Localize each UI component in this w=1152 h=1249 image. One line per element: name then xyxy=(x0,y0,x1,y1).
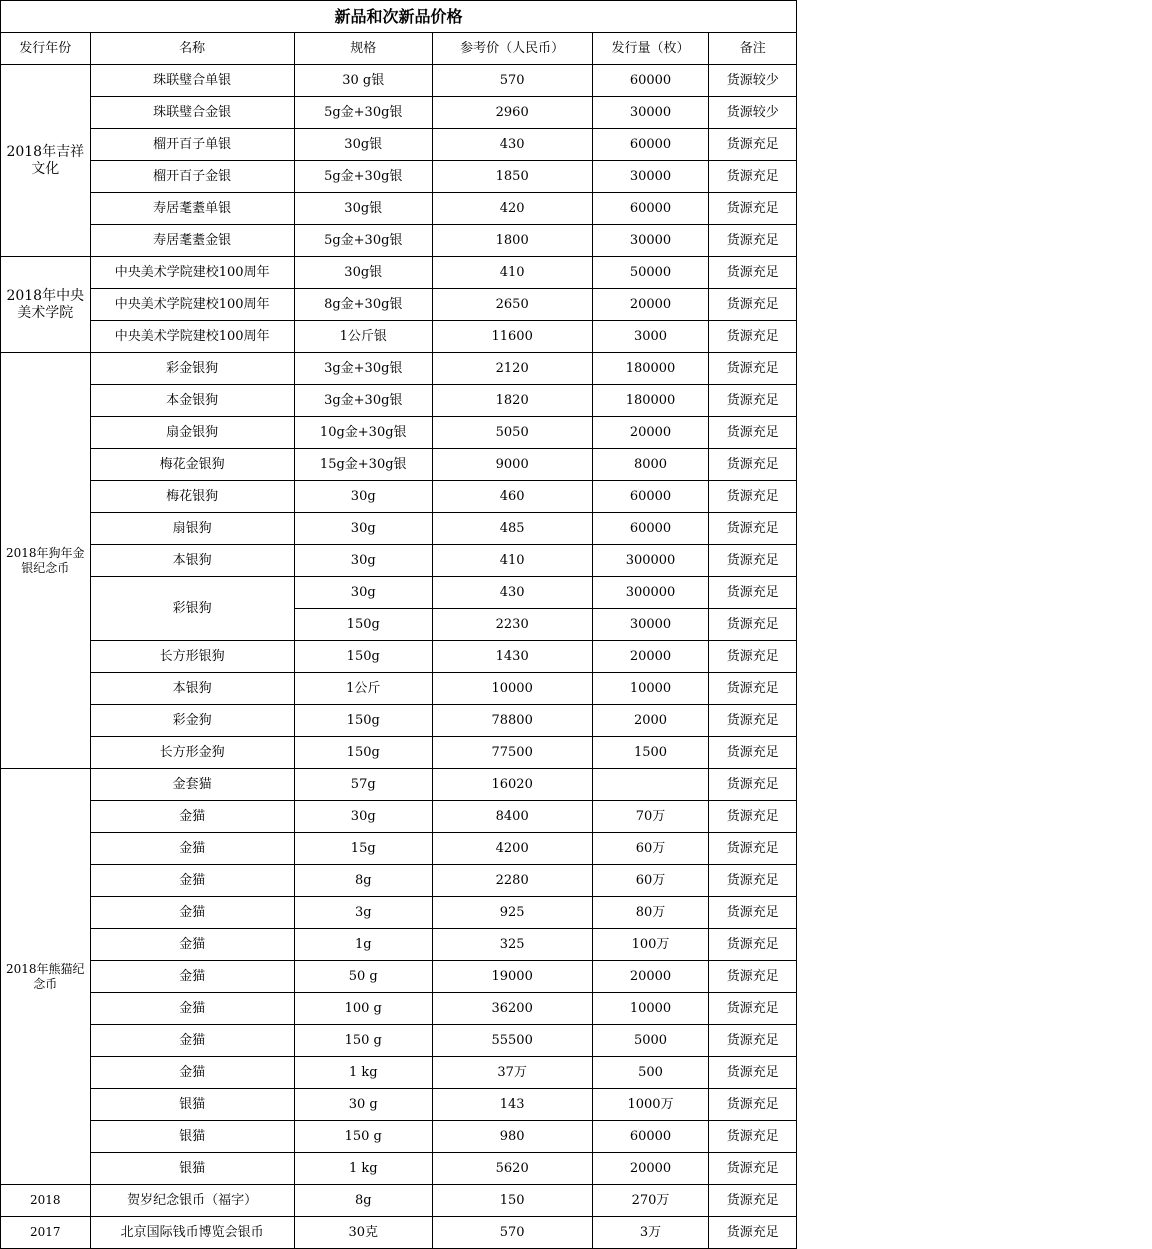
note-cell: 货源充足 xyxy=(709,545,797,577)
year-group-cell: 2018年狗年金银纪念币 xyxy=(1,353,91,769)
price-cell: 570 xyxy=(432,1217,592,1249)
price-cell: 485 xyxy=(432,513,592,545)
item-name-cell: 金猫 xyxy=(90,865,294,897)
quantity-cell: 80万 xyxy=(592,897,709,929)
spec-cell: 1 kg xyxy=(294,1057,432,1089)
note-cell: 货源充足 xyxy=(709,321,797,353)
spec-cell: 150 g xyxy=(294,1025,432,1057)
item-name-cell: 珠联璧合单银 xyxy=(90,65,294,97)
item-name-cell: 扇银狗 xyxy=(90,513,294,545)
spec-cell: 15g金+30g银 xyxy=(294,449,432,481)
spec-cell: 30g xyxy=(294,577,432,609)
note-cell: 货源充足 xyxy=(709,961,797,993)
spec-cell: 8g xyxy=(294,1185,432,1217)
quantity-cell: 50000 xyxy=(592,257,709,289)
quantity-cell: 60000 xyxy=(592,65,709,97)
year-group-cell: 2018年吉祥文化 xyxy=(1,65,91,257)
spec-cell: 30g银 xyxy=(294,257,432,289)
header-row xyxy=(1,33,797,65)
table-row xyxy=(1,289,797,321)
table-row xyxy=(1,449,797,481)
table-row xyxy=(1,1089,797,1121)
price-cell: 9000 xyxy=(432,449,592,481)
quantity-cell: 60万 xyxy=(592,865,709,897)
item-name-cell: 彩银狗 xyxy=(90,577,294,641)
note-cell: 货源充足 xyxy=(709,865,797,897)
quantity-cell: 5000 xyxy=(592,1025,709,1057)
item-name-cell: 金猫 xyxy=(90,1025,294,1057)
table-row xyxy=(1,737,797,769)
price-cell: 2120 xyxy=(432,353,592,385)
column-header-spec: 规格 xyxy=(294,33,432,65)
note-cell: 货源充足 xyxy=(709,577,797,609)
note-cell: 货源较少 xyxy=(709,97,797,129)
table-row xyxy=(1,865,797,897)
spec-cell: 5g金+30g银 xyxy=(294,97,432,129)
item-name-cell: 彩金狗 xyxy=(90,705,294,737)
spec-cell: 30g xyxy=(294,513,432,545)
year-group-cell: 2018 xyxy=(1,1185,91,1217)
spec-cell: 30 g银 xyxy=(294,65,432,97)
spec-cell: 100 g xyxy=(294,993,432,1025)
column-header-quantity: 发行量（枚） xyxy=(592,33,709,65)
spec-cell: 30g xyxy=(294,481,432,513)
spec-cell: 8g金+30g银 xyxy=(294,289,432,321)
price-cell: 77500 xyxy=(432,737,592,769)
spec-cell: 50 g xyxy=(294,961,432,993)
quantity-cell: 60万 xyxy=(592,833,709,865)
spec-cell: 1公斤 xyxy=(294,673,432,705)
price-cell: 570 xyxy=(432,65,592,97)
note-cell: 货源充足 xyxy=(709,833,797,865)
quantity-cell: 100万 xyxy=(592,929,709,961)
note-cell: 货源充足 xyxy=(709,417,797,449)
quantity-cell: 60000 xyxy=(592,129,709,161)
quantity-cell: 20000 xyxy=(592,417,709,449)
price-cell: 2230 xyxy=(432,609,592,641)
item-name-cell: 中央美术学院建校100周年 xyxy=(90,321,294,353)
spec-cell: 30克 xyxy=(294,1217,432,1249)
spec-cell: 3g金+30g银 xyxy=(294,353,432,385)
price-cell: 925 xyxy=(432,897,592,929)
note-cell: 货源充足 xyxy=(709,129,797,161)
item-name-cell: 本金银狗 xyxy=(90,385,294,417)
item-name-cell: 长方形银狗 xyxy=(90,641,294,673)
quantity-cell: 20000 xyxy=(592,961,709,993)
spec-cell: 30g银 xyxy=(294,193,432,225)
price-cell: 325 xyxy=(432,929,592,961)
price-cell: 19000 xyxy=(432,961,592,993)
table-row xyxy=(1,801,797,833)
note-cell: 货源充足 xyxy=(709,1185,797,1217)
table-row xyxy=(1,545,797,577)
spec-cell: 1公斤银 xyxy=(294,321,432,353)
table-row xyxy=(1,417,797,449)
price-cell: 143 xyxy=(432,1089,592,1121)
note-cell: 货源充足 xyxy=(709,801,797,833)
quantity-cell: 20000 xyxy=(592,1153,709,1185)
quantity-cell xyxy=(592,769,709,801)
table-row xyxy=(1,385,797,417)
quantity-cell: 500 xyxy=(592,1057,709,1089)
price-cell: 410 xyxy=(432,257,592,289)
table-row xyxy=(1,577,797,609)
price-cell: 55500 xyxy=(432,1025,592,1057)
item-name-cell: 金猫 xyxy=(90,993,294,1025)
table-row xyxy=(1,705,797,737)
note-cell: 货源充足 xyxy=(709,1121,797,1153)
spec-cell: 30g银 xyxy=(294,129,432,161)
table-row xyxy=(1,257,797,289)
table-row xyxy=(1,129,797,161)
spec-cell: 3g金+30g银 xyxy=(294,385,432,417)
column-header-note: 备注 xyxy=(709,33,797,65)
table-row xyxy=(1,641,797,673)
table-row xyxy=(1,1217,797,1249)
quantity-cell: 30000 xyxy=(592,609,709,641)
note-cell: 货源充足 xyxy=(709,481,797,513)
table-row xyxy=(1,929,797,961)
price-cell: 460 xyxy=(432,481,592,513)
table-row xyxy=(1,993,797,1025)
item-name-cell: 金猫 xyxy=(90,801,294,833)
quantity-cell: 60000 xyxy=(592,193,709,225)
spec-cell: 30g xyxy=(294,801,432,833)
item-name-cell: 寿居耄耋单银 xyxy=(90,193,294,225)
year-group-cell: 2017 xyxy=(1,1217,91,1249)
spec-cell: 8g xyxy=(294,865,432,897)
item-name-cell: 中央美术学院建校100周年 xyxy=(90,257,294,289)
price-cell: 420 xyxy=(432,193,592,225)
table-row xyxy=(1,161,797,193)
quantity-cell: 1000万 xyxy=(592,1089,709,1121)
note-cell: 货源充足 xyxy=(709,385,797,417)
price-cell: 16020 xyxy=(432,769,592,801)
table-row xyxy=(1,1025,797,1057)
note-cell: 货源充足 xyxy=(709,1025,797,1057)
note-cell: 货源充足 xyxy=(709,193,797,225)
item-name-cell: 银猫 xyxy=(90,1153,294,1185)
item-name-cell: 扇金银狗 xyxy=(90,417,294,449)
table-row xyxy=(1,897,797,929)
table-row xyxy=(1,961,797,993)
table-row xyxy=(1,769,797,801)
note-cell: 货源较少 xyxy=(709,65,797,97)
spec-cell: 30g xyxy=(294,545,432,577)
note-cell: 货源充足 xyxy=(709,353,797,385)
quantity-cell: 60000 xyxy=(592,1121,709,1153)
quantity-cell: 300000 xyxy=(592,545,709,577)
price-cell: 5620 xyxy=(432,1153,592,1185)
item-name-cell: 珠联璧合金银 xyxy=(90,97,294,129)
spec-cell: 15g xyxy=(294,833,432,865)
table-row xyxy=(1,513,797,545)
spec-cell: 3g xyxy=(294,897,432,929)
spec-cell: 5g金+30g银 xyxy=(294,225,432,257)
spec-cell: 150g xyxy=(294,609,432,641)
quantity-cell: 10000 xyxy=(592,993,709,1025)
price-cell: 1820 xyxy=(432,385,592,417)
quantity-cell: 60000 xyxy=(592,513,709,545)
quantity-cell: 60000 xyxy=(592,481,709,513)
table-row xyxy=(1,1185,797,1217)
table-row xyxy=(1,225,797,257)
spec-cell: 150 g xyxy=(294,1121,432,1153)
spec-cell: 1g xyxy=(294,929,432,961)
table-row xyxy=(1,833,797,865)
price-cell: 2960 xyxy=(432,97,592,129)
note-cell: 货源充足 xyxy=(709,225,797,257)
table-row xyxy=(1,65,797,97)
item-name-cell: 本银狗 xyxy=(90,673,294,705)
item-name-cell: 金猫 xyxy=(90,929,294,961)
spec-cell: 30 g xyxy=(294,1089,432,1121)
note-cell: 货源充足 xyxy=(709,769,797,801)
quantity-cell: 20000 xyxy=(592,289,709,321)
note-cell: 货源充足 xyxy=(709,641,797,673)
price-cell: 2280 xyxy=(432,865,592,897)
quantity-cell: 180000 xyxy=(592,385,709,417)
note-cell: 货源充足 xyxy=(709,1089,797,1121)
note-cell: 货源充足 xyxy=(709,673,797,705)
note-cell: 货源充足 xyxy=(709,609,797,641)
spec-cell: 10g金+30g银 xyxy=(294,417,432,449)
note-cell: 货源充足 xyxy=(709,1153,797,1185)
spec-cell: 57g xyxy=(294,769,432,801)
quantity-cell: 2000 xyxy=(592,705,709,737)
quantity-cell: 3000 xyxy=(592,321,709,353)
item-name-cell: 本银狗 xyxy=(90,545,294,577)
price-cell: 8400 xyxy=(432,801,592,833)
item-name-cell: 金套猫 xyxy=(90,769,294,801)
price-cell: 10000 xyxy=(432,673,592,705)
item-name-cell: 贺岁纪念银币（福字） xyxy=(90,1185,294,1217)
column-header-year: 发行年份 xyxy=(1,33,91,65)
price-cell: 1430 xyxy=(432,641,592,673)
item-name-cell: 金猫 xyxy=(90,897,294,929)
table-row xyxy=(1,353,797,385)
price-cell: 37万 xyxy=(432,1057,592,1089)
note-cell: 货源充足 xyxy=(709,705,797,737)
item-name-cell: 金猫 xyxy=(90,961,294,993)
item-name-cell: 银猫 xyxy=(90,1089,294,1121)
spec-cell: 150g xyxy=(294,737,432,769)
quantity-cell: 30000 xyxy=(592,225,709,257)
table-title: 新品和次新品价格 xyxy=(1,1,797,33)
item-name-cell: 梅花银狗 xyxy=(90,481,294,513)
column-header-price: 参考价（人民币） xyxy=(432,33,592,65)
item-name-cell: 北京国际钱币博览会银币 xyxy=(90,1217,294,1249)
item-name-cell: 银猫 xyxy=(90,1121,294,1153)
quantity-cell: 10000 xyxy=(592,673,709,705)
year-group-cell: 2018年中央美术学院 xyxy=(1,257,91,353)
price-cell: 78800 xyxy=(432,705,592,737)
note-cell: 货源充足 xyxy=(709,993,797,1025)
note-cell: 货源充足 xyxy=(709,1217,797,1249)
price-cell: 1800 xyxy=(432,225,592,257)
item-name-cell: 金猫 xyxy=(90,1057,294,1089)
price-cell: 980 xyxy=(432,1121,592,1153)
quantity-cell: 180000 xyxy=(592,353,709,385)
price-cell: 36200 xyxy=(432,993,592,1025)
year-group-cell: 2018年熊猫纪念币 xyxy=(1,769,91,1185)
item-name-cell: 金猫 xyxy=(90,833,294,865)
quantity-cell: 30000 xyxy=(592,97,709,129)
price-cell: 430 xyxy=(432,577,592,609)
price-cell: 150 xyxy=(432,1185,592,1217)
quantity-cell: 8000 xyxy=(592,449,709,481)
quantity-cell: 70万 xyxy=(592,801,709,833)
price-cell: 410 xyxy=(432,545,592,577)
note-cell: 货源充足 xyxy=(709,929,797,961)
spec-cell: 150g xyxy=(294,641,432,673)
quantity-cell: 300000 xyxy=(592,577,709,609)
item-name-cell: 梅花金银狗 xyxy=(90,449,294,481)
table-row xyxy=(1,673,797,705)
spec-cell: 150g xyxy=(294,705,432,737)
quantity-cell: 1500 xyxy=(592,737,709,769)
price-cell: 11600 xyxy=(432,321,592,353)
price-cell: 430 xyxy=(432,129,592,161)
price-cell: 1850 xyxy=(432,161,592,193)
column-header-name: 名称 xyxy=(90,33,294,65)
quantity-cell: 270万 xyxy=(592,1185,709,1217)
note-cell: 货源充足 xyxy=(709,1057,797,1089)
spec-cell: 1 kg xyxy=(294,1153,432,1185)
note-cell: 货源充足 xyxy=(709,513,797,545)
price-cell: 4200 xyxy=(432,833,592,865)
quantity-cell: 30000 xyxy=(592,161,709,193)
note-cell: 货源充足 xyxy=(709,289,797,321)
quantity-cell: 3万 xyxy=(592,1217,709,1249)
note-cell: 货源充足 xyxy=(709,257,797,289)
quantity-cell: 20000 xyxy=(592,641,709,673)
note-cell: 货源充足 xyxy=(709,897,797,929)
table-row xyxy=(1,97,797,129)
item-name-cell: 彩金银狗 xyxy=(90,353,294,385)
table-row xyxy=(1,481,797,513)
table-row xyxy=(1,1057,797,1089)
price-cell: 2650 xyxy=(432,289,592,321)
price-cell: 5050 xyxy=(432,417,592,449)
note-cell: 货源充足 xyxy=(709,737,797,769)
item-name-cell: 榴开百子金银 xyxy=(90,161,294,193)
table-row xyxy=(1,1153,797,1185)
table-body xyxy=(1,65,797,1249)
table-row xyxy=(1,321,797,353)
item-name-cell: 中央美术学院建校100周年 xyxy=(90,289,294,321)
item-name-cell: 榴开百子单银 xyxy=(90,129,294,161)
item-name-cell: 长方形金狗 xyxy=(90,737,294,769)
note-cell: 货源充足 xyxy=(709,449,797,481)
table-row xyxy=(1,1121,797,1153)
table-row xyxy=(1,193,797,225)
note-cell: 货源充足 xyxy=(709,161,797,193)
spec-cell: 5g金+30g银 xyxy=(294,161,432,193)
item-name-cell: 寿居耄耋金银 xyxy=(90,225,294,257)
